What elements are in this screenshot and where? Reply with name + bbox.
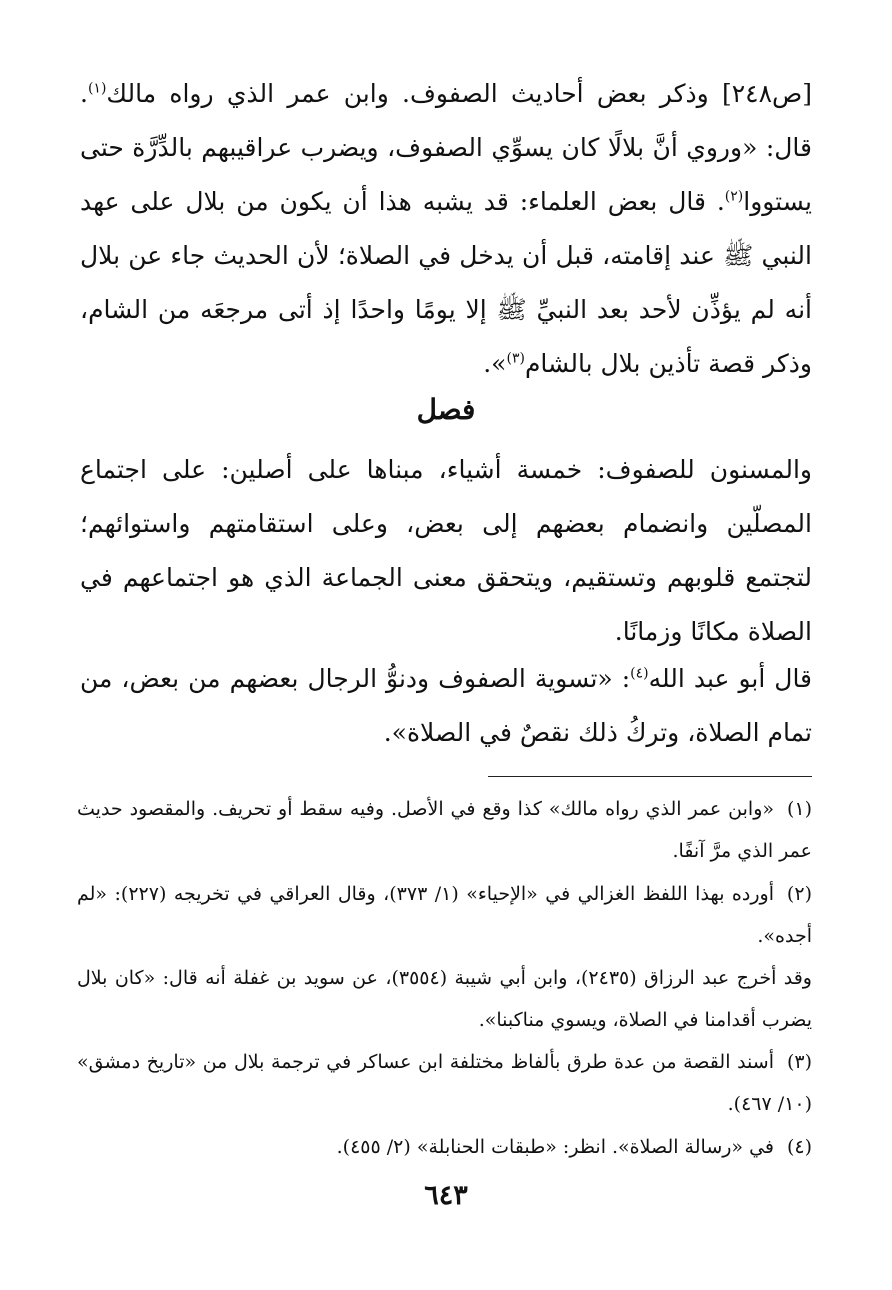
footnote-ref-1[interactable]: (١): [87, 80, 107, 97]
footnote-number: (٢): [786, 883, 812, 905]
body-paragraph-1: [80, 67, 812, 391]
footnote-text: أسند القصة من عدة طرق بألفاظ مختلفة ابن عساكر في ترجمة بلال من «تاريخ دمشق» (١٠/ ٤٦٧).: [77, 1051, 812, 1115]
footnote-4: [77, 1126, 812, 1168]
paragraph-text: قال أبو عبد الله: [648, 664, 813, 693]
footnote-number: (٣): [786, 1051, 812, 1073]
footnote-1: [77, 788, 812, 872]
body-paragraph-3: [80, 652, 812, 760]
footnote-ref-2[interactable]: (٢): [724, 188, 744, 205]
footnote-ref-3[interactable]: (٣): [506, 350, 525, 367]
footnote-text: في «رسالة الصلاة». انظر: «طبقات الحنابلة» (٢/ ٤٥٥).: [336, 1136, 774, 1158]
footnote-ref-4[interactable]: (٤): [630, 665, 649, 682]
footnote-number: (٤): [786, 1136, 812, 1158]
paragraph-text: ».: [483, 349, 507, 378]
paragraph-text: : «تسوية الصفوف ودنوُّ الرجال بعضهم من بعض، من تمام الصلاة، وتركُ ذلك نقصٌ في الصلاة».: [80, 664, 812, 747]
page-number: ٦٤٣: [424, 1180, 468, 1211]
footnote-2: [77, 873, 812, 957]
footnote-text: «وابن عمر الذي رواه مالك» كذا وقع في الأصل. وفيه سقط أو تحريف. والمقصود حديث عمر الذي مرَّ آنفًا.: [77, 798, 812, 862]
footnote-number: (١): [786, 798, 812, 820]
footnote-2-continued: [77, 957, 812, 1041]
paragraph-text: . قال بعض العلماء: قد يشبه هذا أن يكون من بلال على عهد النبي ﷺ عند إقامته، قبل أن يدخل في الصلاة؛ لأن الحديث جاء عن بلال أنه لم يؤذِّن لأحد بعد النبيِّ ﷺ إلا يومًا واحدًا إذ أتى مرجعَه من الشام، وذكر قصة تأذين بلال بالشام: [80, 187, 812, 378]
paragraph-text: [ص٢٤٨] وذكر بعض أحاديث الصفوف. وابن عمر الذي رواه مالك: [106, 79, 812, 108]
footnote-3: [77, 1041, 812, 1125]
footnote-text: أورده بهذا اللفظ الغزالي في «الإحياء» (١/ ٣٧٣)، وقال العراقي في تخريجه (٢٢٧): «لم أجده».: [77, 883, 812, 947]
paragraph-text: . قال: «وروي أنَّ بلالًا كان يسوِّي الصفوف، ويضرب عراقيبهم بالدِّرَّة حتى يستووا: [80, 79, 812, 216]
section-heading: فصل: [416, 393, 476, 426]
body-paragraph-2: والمسنون للصفوف: خمسة أشياء، مبناها على أصلين: على اجتماع المصلّين وانضمام بعضهم إلى بعض، وعلى استقامتهم واستوائهم؛ لتجتمع قلوبهم وتستقيم، ويتحقق معنى الجماعة الذي هو اجتماعهم في الصلاة مكانًا وزمانًا.: [80, 455, 812, 646]
footnote-text: وقد أخرج عبد الرزاق (٢٤٣٥)، وابن أبي شيبة (٣٥٥٤)، عن سويد بن غفلة أنه قال: «كان بلال يضرب أقدامنا في الصلاة، ويسوي مناكبنا».: [77, 967, 812, 1031]
footnote-divider: [488, 776, 812, 777]
